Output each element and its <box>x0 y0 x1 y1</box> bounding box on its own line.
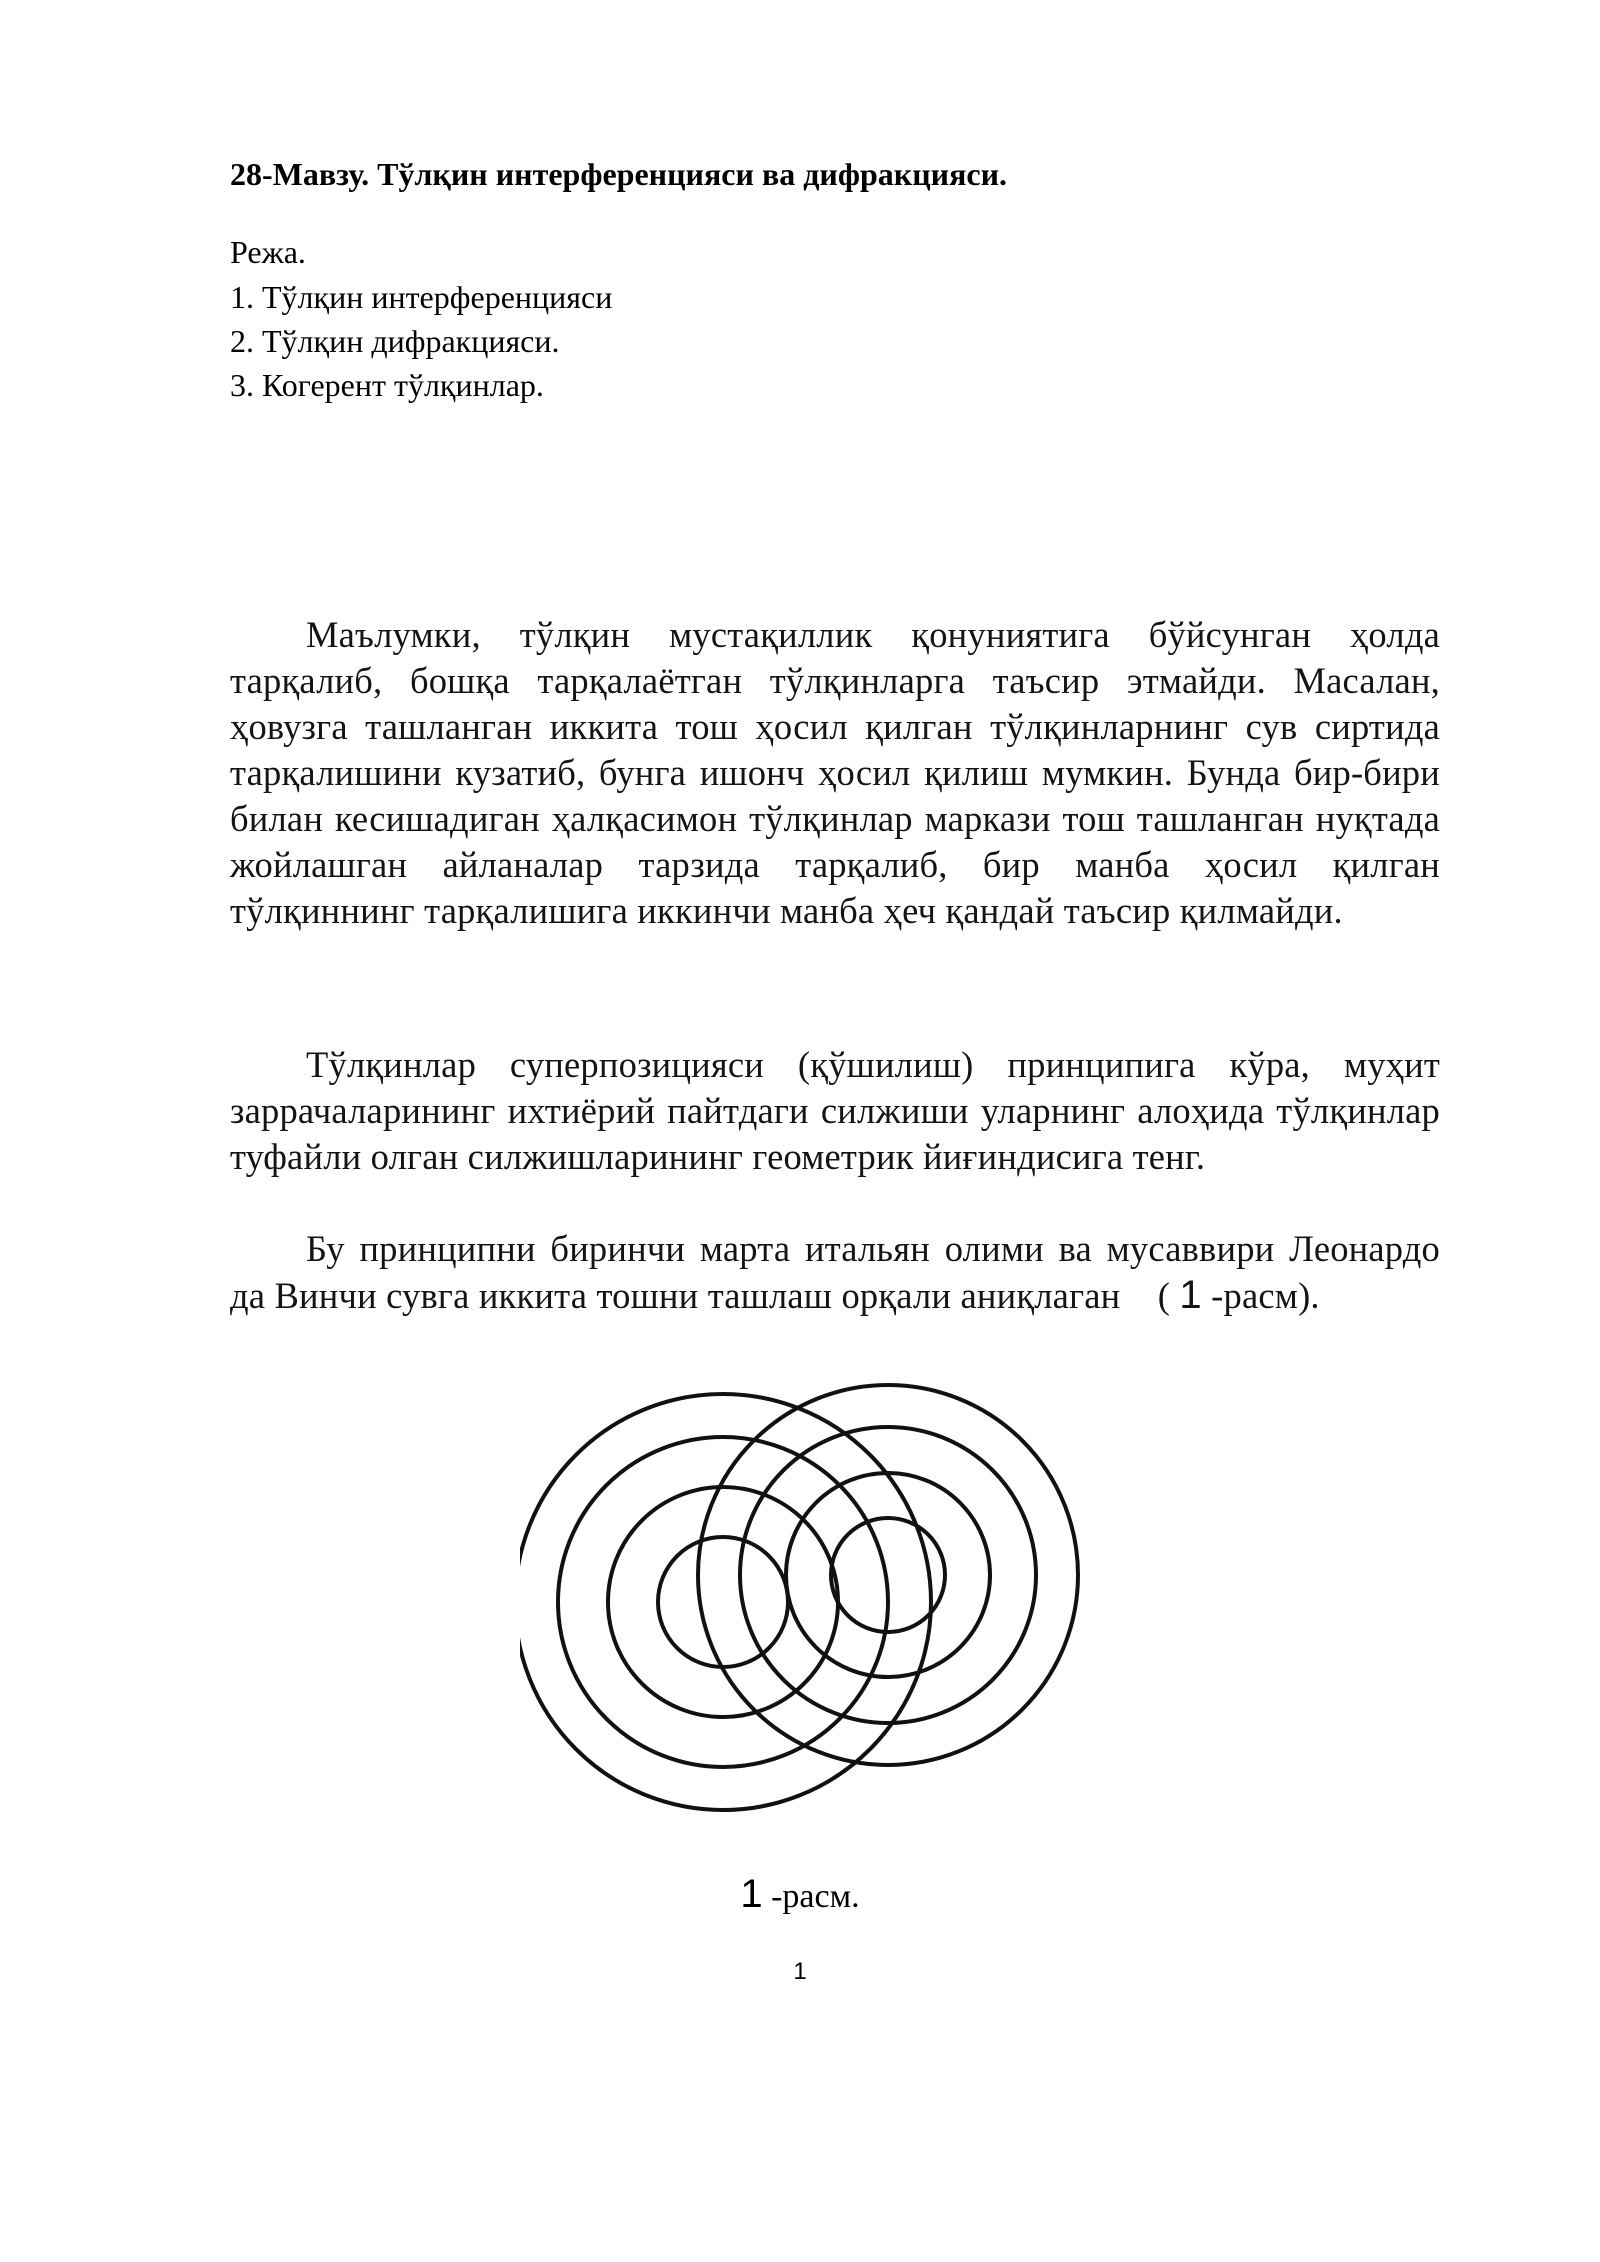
figure-ref-open: ( <box>1157 1275 1171 1316</box>
paragraph-leonardo <box>230 1226 1440 1319</box>
paragraph-3-text: Бу принципни биринчи марта итальян олими ва мусаввири Леонардо да Винчи сувга иккита тошни ташлаш орқали аниқлаган <box>230 1228 1440 1316</box>
plan-item-1: 1. Тўлқин интерференцияси <box>230 279 613 315</box>
paragraph-1-text: Маълумки, тўлқин мустақиллик қонуниятига бўйсунган ҳолда тарқалиб, бошқа тарқалаётган тўлқинларга таъсир этмайди. Масалан, ҳовузга ташланган иккита тош ҳосил қилган тўлқинларнинг сув сиртида тарқалишини кузатиб, бунга ишонч ҳосил қилиш мумкин. Бунда бир-бири билан кесишадиган ҳалқасимон тўлқинлар маркази тош ташланган нуқтада жойлашган айланалар тарзида тарқалиб, бир манба ҳосил қилган тўлқиннинг тарқалишига иккинчи манба ҳеч қандай таъсир қилмайди. <box>230 614 1440 931</box>
plan-label: Режа. <box>230 234 306 270</box>
wave-ring-right-2 <box>786 1473 990 1677</box>
interference-circles-figure <box>520 1380 1120 1860</box>
paragraph-2-text: Тўлқинлар суперпозицияси (қўшилиш) принципига кўра, муҳит заррачаларининг ихтиёрий пайтдаги силжиши уларнинг алоҳида тўлқинлар туфайли олган силжишларининг геометрик йиғиндисига тенг. <box>230 1044 1440 1177</box>
paragraph-superposition <box>230 1042 1440 1180</box>
page-title: 28-Мавзу. Тўлқин интерференцияси ва дифракцияси. <box>230 156 1008 192</box>
paragraph-wave-independence <box>230 612 1440 934</box>
figure-caption-number: 1 <box>740 1872 763 1916</box>
plan-item-2: 2. Тўлқин дифракцияси. <box>230 323 560 359</box>
figure-ref-number: 1 <box>1179 1273 1202 1317</box>
wave-ring-left-4 <box>520 1394 931 1810</box>
wave-ring-right-4 <box>698 1385 1078 1765</box>
plan-item-3: 3. Когерент тўлқинлар. <box>230 367 544 403</box>
figure-ref-text: -расм). <box>1211 1275 1320 1316</box>
page-number: 1 <box>793 1958 807 1985</box>
wave-ring-left-1 <box>658 1537 788 1667</box>
figure-caption-text: -расм. <box>771 1878 860 1915</box>
figure-caption <box>0 1872 1600 1917</box>
